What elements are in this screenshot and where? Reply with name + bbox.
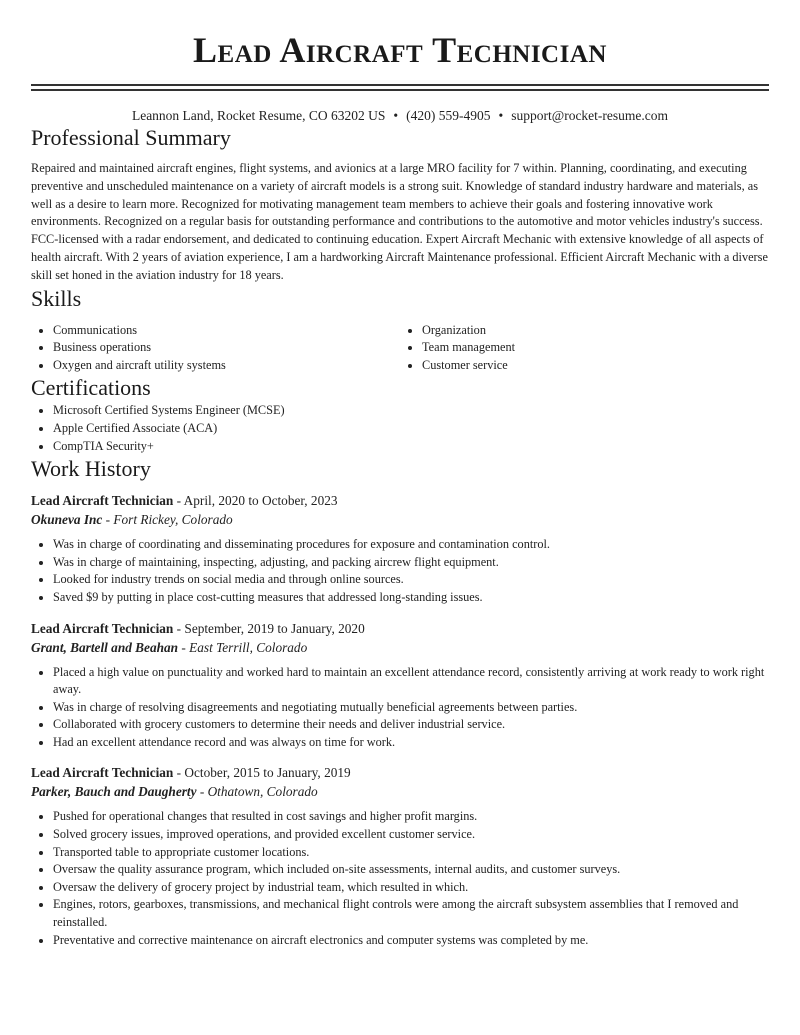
- skills-column-right: [400, 322, 769, 375]
- contact-separator: •: [393, 108, 399, 123]
- contact-phone: (420) 559-4905: [406, 108, 491, 123]
- job-duty-item: • Looked for industry trends on social media and through online sources.: [53, 571, 769, 589]
- header-divider: [31, 84, 769, 91]
- job-title: Lead Aircraft Technician: [31, 620, 174, 636]
- job-location: - Fort Rickey, Colorado: [102, 512, 233, 528]
- job-title: Lead Aircraft Technician: [31, 493, 174, 509]
- contact-line: [31, 108, 769, 124]
- job-company: Okuneva Inc: [31, 512, 103, 528]
- skill-item: • Business operations: [53, 339, 400, 357]
- certification-item: • CompTIA Security+: [53, 438, 769, 456]
- job-duty-item: • Oversaw the delivery of grocery project by industrial team, which resulted in which.: [53, 879, 769, 897]
- job-dates: - October, 2015 to January, 2019: [173, 765, 351, 781]
- skills-heading: Skills: [31, 285, 82, 311]
- job-duty-item: • Solved grocery issues, improved operations, and provided excellent customer service.: [53, 826, 769, 844]
- job-duties: [31, 808, 769, 949]
- job-title-line: [31, 763, 769, 782]
- contact-email[interactable]: support@rocket-resume.com: [511, 108, 669, 123]
- certifications-heading: Certifications: [31, 375, 151, 401]
- job-duties: [31, 536, 769, 606]
- job-duties: [31, 664, 769, 752]
- job-company: Grant, Bartell and Beahan: [31, 639, 179, 655]
- job-duty-item: • Had an excellent attendance record and was always on time for work.: [53, 734, 769, 752]
- job-company: Parker, Bauch and Daugherty: [31, 784, 197, 800]
- job-company-line: [31, 782, 769, 801]
- job-dates: - September, 2019 to January, 2020: [173, 620, 365, 636]
- job-location: - East Terrill, Colorado: [178, 639, 308, 655]
- skill-item: • Organization: [422, 322, 769, 340]
- skills-column-left: [31, 322, 400, 375]
- skill-item: • Oxygen and aircraft utility systems: [53, 357, 400, 375]
- contact-separator: •: [498, 108, 504, 123]
- resume-page: [31, 0, 769, 949]
- job-duty-item: • Pushed for operational changes that resulted in cost savings and higher profit margins.: [53, 808, 769, 826]
- job-duty-item: • Was in charge of resolving disagreements and negotiating mutually beneficial agreements between parties.: [53, 699, 769, 717]
- job-dates: - April, 2020 to October, 2023: [173, 493, 338, 509]
- job-duty-item: • Was in charge of maintaining, inspecting, adjusting, and packing aircrew flight equipment.: [53, 554, 769, 572]
- summary-heading: Professional Summary: [31, 125, 231, 150]
- job-duty-item: • Preventative and corrective maintenance on aircraft electronics and computer systems was completed by me.: [53, 932, 769, 950]
- job-company-line: [31, 510, 769, 529]
- contact-address: Leannon Land, Rocket Resume, CO 63202 US: [131, 108, 386, 123]
- job-duty-item: • Engines, rotors, gearboxes, transmissions, and mechanical flight controls were among the aircraft subsystem assemblies that I removed and reinstalled.: [53, 896, 769, 931]
- resume-name: Lead Aircraft Technician: [193, 30, 607, 70]
- job-duty-item: • Placed a high value on punctuality and worked hard to maintain an excellent attendance record, consistently arriving at work ready to work right away.: [53, 664, 769, 699]
- summary-text: Repaired and maintained aircraft engines, flight systems, and avionics at a large MRO facility for 7 within. Planning, coordinating, and executing preventive and unscheduled maintenance on a variety of aircraft models is a strong suit. Knowledge of standard industry hardware and materials, as well as a desire to learn more. Recognized for motivating management team members to achieve their goals and fostering innovative work environments. Recognized on a regular basis for outstanding performance and contributions to the automotive and motor vehicles industry's success. FCC-licensed with a radar endorsement, and dedicated to continuing education. Expert Aircraft Mechanic with extensive knowledge of all aspects of health aircraft. With 2 years of aviation experience, I am a hardworking Aircraft Maintenance professional. Efficient Aircraft Mechanic with a diverse skill set honed in the aviation industry for 18 years.: [31, 161, 768, 282]
- job-location: - Othatown, Colorado: [196, 784, 318, 800]
- job-duty-item: • Saved $9 by putting in place cost-cutting measures that addressed long-standing issues.: [53, 589, 769, 607]
- job-duty-item: • Transported table to appropriate customer locations.: [53, 844, 769, 862]
- job-company-line: [31, 638, 769, 657]
- job-duty-item: • Oversaw the quality assurance program, which included on-site assessments, internal audits, and customer surveys.: [53, 861, 769, 879]
- job-title-line: [31, 619, 769, 638]
- skill-item: • Customer service: [422, 357, 769, 375]
- job-title-line: [31, 491, 769, 510]
- job-duty-item: • Was in charge of coordinating and disseminating procedures for exposure and contamination control.: [53, 536, 769, 554]
- certification-item: • Microsoft Certified Systems Engineer (MCSE): [53, 402, 769, 420]
- job-duty-item: • Collaborated with grocery customers to determine their needs and deliver industrial service.: [53, 716, 769, 734]
- certifications-list: [31, 402, 769, 455]
- skills-list: [31, 322, 769, 375]
- job-entry: [31, 491, 769, 606]
- job-entry: [31, 763, 769, 949]
- work-history-heading: Work History: [31, 456, 151, 482]
- job-entry: [31, 619, 769, 752]
- job-title: Lead Aircraft Technician: [31, 765, 174, 781]
- skill-item: • Communications: [53, 322, 400, 340]
- certification-item: • Apple Certified Associate (ACA): [53, 420, 769, 438]
- skill-item: • Team management: [422, 339, 769, 357]
